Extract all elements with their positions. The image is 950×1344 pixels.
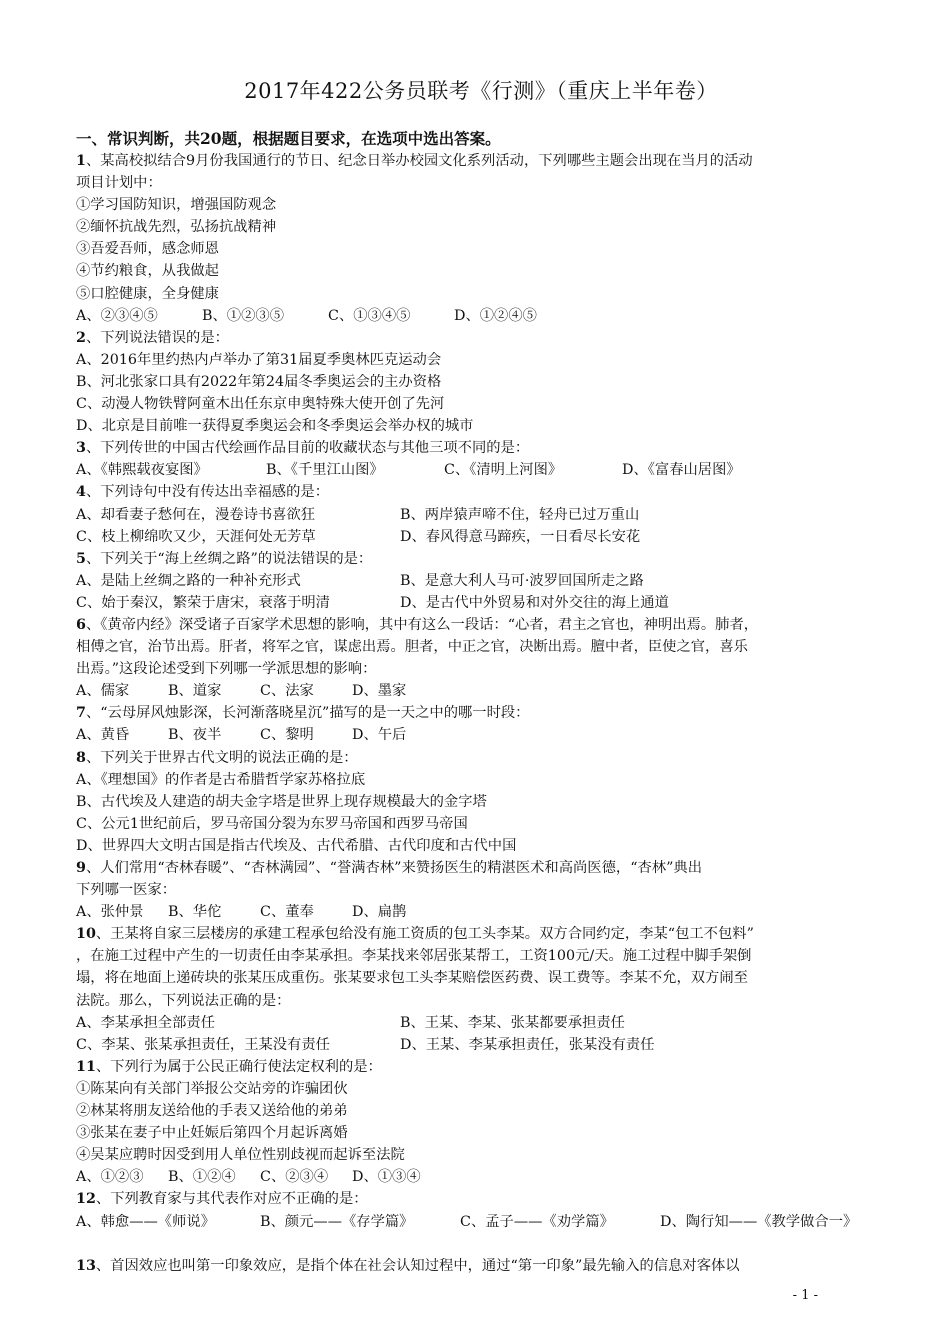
option-row xyxy=(76,570,886,592)
option-row xyxy=(76,504,886,526)
statement-item: ②林某将朋友送给他的手表又送给他的弟弟 xyxy=(76,1103,348,1120)
question-stem-line xyxy=(76,747,886,769)
option-choice: A、黄昏 xyxy=(76,727,130,744)
question-stem-line xyxy=(76,437,886,459)
option-choice: B、①②③⑤ xyxy=(202,307,284,324)
option-choice: A、《理想国》的作者是古希腊哲学家苏格拉底 xyxy=(76,771,366,788)
question-stem-line xyxy=(76,945,886,967)
option-row xyxy=(76,835,886,857)
option-choice: B、①②④ xyxy=(168,1169,236,1186)
option-row xyxy=(76,526,886,548)
option-choice: D、北京是目前唯一获得夏季奥运会和冬季奥运会举办权的城市 xyxy=(76,418,474,435)
option-choice: B、河北张家口具有2022年第24届冬季奥运会的主办资格 xyxy=(76,373,442,390)
question-number: 13 xyxy=(76,1257,96,1274)
option-choice: A、张仲景 xyxy=(76,904,144,921)
statement-item: ④节约粮食，从我做起 xyxy=(76,263,219,280)
section-heading: 一、常识判断，共20题，根据题目要求，在选项中选出答案。 xyxy=(76,129,501,148)
question-text: 法院。那么，下列说法正确的是： xyxy=(76,992,291,1009)
option-choice: C、动漫人物铁臂阿童木出任东京申奥特殊大使开创了先河 xyxy=(76,396,445,413)
question-stem-line xyxy=(76,702,886,724)
option-choice: B、颜元——《存学篇》 xyxy=(260,1213,414,1230)
option-row xyxy=(76,592,886,614)
question-number: 11 xyxy=(76,1058,96,1075)
option-choice: C、法家 xyxy=(260,683,314,700)
question-stem-line xyxy=(76,150,886,172)
question-number: 4 xyxy=(76,484,86,501)
statement-item: ②缅怀抗战先烈，弘扬抗战精神 xyxy=(76,219,277,236)
option-choice: C、孟子——《劝学篇》 xyxy=(460,1213,614,1230)
option-choice: D、午后 xyxy=(352,727,407,744)
option-row xyxy=(76,901,886,923)
option-row xyxy=(76,305,886,327)
option-row xyxy=(76,1166,886,1188)
question-text: 、下列关于“海上丝绸之路”的说法错误的是： xyxy=(85,550,373,567)
option-row xyxy=(76,415,886,437)
option-row xyxy=(76,371,886,393)
option-choice: B、华佗 xyxy=(168,904,222,921)
option-choice: C、①③④⑤ xyxy=(328,307,411,324)
option-choice: C、始于秦汉，繁荣于唐宋，衰落于明清 xyxy=(76,594,330,611)
statement-item: ①学习国防知识，增强国防观念 xyxy=(76,197,277,214)
option-row xyxy=(76,459,886,481)
option-choice: A、李某承担全部责任 xyxy=(76,1014,215,1031)
statement-item: ④吴某应聘时因受到用人单位性别歧视而起诉至法院 xyxy=(76,1147,405,1164)
page xyxy=(76,76,886,1277)
option-choice: A、②③④⑤ xyxy=(76,307,158,324)
option-row xyxy=(76,1211,886,1233)
question-text: 出焉。”这段论述受到下列哪一学派思想的影响： xyxy=(76,661,377,678)
question-stem-line xyxy=(76,636,886,658)
option-choice: B、《千里江山图》 xyxy=(266,462,384,479)
option-choice: A、①②③ xyxy=(76,1169,144,1186)
question-stem-line xyxy=(76,658,886,680)
question-text: 项目计划中： xyxy=(76,175,162,192)
option-row xyxy=(76,393,886,415)
question-stem-line xyxy=(76,967,886,989)
option-choice: B、古代埃及人建造的胡夫金字塔是世界上现存规模最大的金字塔 xyxy=(76,793,487,810)
question-number: 7 xyxy=(76,705,86,722)
question-text: 、下列教育家与其代表作对应不正确的是： xyxy=(95,1191,368,1208)
option-choice: D、①②④⑤ xyxy=(454,307,537,324)
question-text: 、首因效应也叫第一印象效应，是指个体在社会认知过程中，通过“第一印象”最先输入的信息对客体以 xyxy=(95,1257,740,1274)
option-choice: A、韩愈——《师说》 xyxy=(76,1213,215,1230)
question-stem-line xyxy=(76,923,886,945)
question-text: 、下列关于世界古代文明的说法正确的是： xyxy=(85,749,358,766)
option-row xyxy=(76,724,886,746)
statement-item: ①陈某向有关部门举报公交站旁的诈骗团伙 xyxy=(76,1080,348,1097)
question-number: 6 xyxy=(76,616,86,633)
statement-item: ③吾爱吾师，感念师恩 xyxy=(76,241,219,258)
question-text: ，在施工过程中产生的一切责任由李某承担。李某找来邻居张某帮工，工资100元/天。施工过程中脚手架倒 xyxy=(76,948,752,965)
question-stem-line xyxy=(76,481,886,503)
question-stem-line xyxy=(76,857,886,879)
question-text: 、下列说法错误的是： xyxy=(85,329,229,346)
option-row xyxy=(76,680,886,702)
question-text: 、《黄帝内经》深受诸子百家学术思想的影响，其中有这么一段话：“心者，君主之官也，神明出焉。肺者， xyxy=(85,616,759,633)
option-choice: D、墨家 xyxy=(352,683,407,700)
question-number: 1 xyxy=(76,153,86,169)
question-number: 8 xyxy=(76,749,86,766)
option-choice: C、黎明 xyxy=(260,727,314,744)
option-choice: C、②③④ xyxy=(260,1169,329,1186)
question-text: 塌，将在地面上递砖块的张某压成重伤。张某要求包工头李某赔偿医药费、误工费等。李某不允，双方闹至 xyxy=(76,970,748,987)
option-choice: D、是古代中外贸易和对外交往的海上通道 xyxy=(400,594,669,611)
question-stem-line xyxy=(76,548,886,570)
option-choice: D、①③④ xyxy=(352,1169,421,1186)
option-choice: B、两岸猿声啼不住，轻舟已过万重山 xyxy=(400,506,640,523)
question-text: 、王某将自家三层楼房的承建工程承包给没有施工资质的包工头李某。双方合同约定，李某“包工不包料” xyxy=(95,926,754,943)
question-text: 、下列行为属于公民正确行使法定权利的是： xyxy=(95,1058,382,1075)
option-row xyxy=(76,1034,886,1056)
statement-item: ⑤口腔健康，全身健康 xyxy=(76,285,219,302)
option-choice: C、董奉 xyxy=(260,904,314,921)
option-row xyxy=(76,813,886,835)
question-text: 、下列传世的中国古代绘画作品目前的收藏状态与其他三项不同的是： xyxy=(85,440,530,457)
option-row xyxy=(76,769,886,791)
option-choice: A、《韩熙载夜宴图》 xyxy=(76,462,208,479)
option-choice: D、世界四大文明古国是指古代埃及、古代希腊、古代印度和古代中国 xyxy=(76,837,517,854)
option-row xyxy=(76,349,886,371)
question-stem-line xyxy=(76,327,886,349)
page-title: 2017年422公务员联考《行测》（重庆上半年卷） xyxy=(244,79,718,103)
question-text: 相傅之官，治节出焉。肝者，将军之官，谋虑出焉。胆者，中正之官，决断出焉。膻中者，臣使之官，喜乐 xyxy=(76,639,748,656)
question-stem-line xyxy=(76,1056,886,1078)
question-stem-line xyxy=(76,1255,886,1277)
option-choice: B、王某、李某、张某都要承担责任 xyxy=(400,1014,625,1031)
option-choice: A、2016年里约热内卢举办了第31届夏季奥林匹克运动会 xyxy=(76,351,442,368)
question-text: 、某高校拟结合9月份我国通行的节日、纪念日举办校园文化系列活动，下列哪些主题会出现在当月的活动 xyxy=(85,153,753,169)
question-number: 9 xyxy=(76,860,86,876)
option-choice: D、扁鹊 xyxy=(352,904,407,921)
option-choice: B、是意大利人马可·波罗回国所走之路 xyxy=(400,572,644,589)
option-choice: D、王某、李某承担责任，张某没有责任 xyxy=(400,1036,655,1053)
question-number: 5 xyxy=(76,550,86,567)
question-text: 下列哪一医家： xyxy=(76,882,177,899)
option-choice: C、李某、张某承担责任，王某没有责任 xyxy=(76,1036,330,1053)
question-stem-line xyxy=(76,172,886,194)
question-stem-line xyxy=(76,879,886,901)
option-row xyxy=(76,1012,886,1034)
option-choice: B、道家 xyxy=(168,683,222,700)
question-stem-line xyxy=(76,1188,886,1210)
option-choice: A、儒家 xyxy=(76,683,130,700)
question-stem-line xyxy=(76,990,886,1012)
option-choice: A、却看妻子愁何在，漫卷诗书喜欲狂 xyxy=(76,506,316,523)
page-number: - 1 - xyxy=(792,1288,818,1303)
statement-item: ③张某在妻子中止妊娠后第四个月起诉离婚 xyxy=(76,1125,348,1142)
option-choice: A、是陆上丝绸之路的一种补充形式 xyxy=(76,572,301,589)
question-text: 、下列诗句中没有传达出幸福感的是： xyxy=(85,484,329,501)
spacer xyxy=(76,1233,886,1255)
option-choice: C、枝上柳绵吹又少，天涯何处无芳草 xyxy=(76,528,316,545)
option-choice: D、《富春山居图》 xyxy=(622,462,741,479)
question-number: 3 xyxy=(76,440,86,457)
question-text: 、“云母屏风烛影深，长河渐落晓星沉”描写的是一天之中的哪一时段： xyxy=(85,705,530,722)
question-number: 2 xyxy=(76,329,86,346)
question-text: 、人们常用“杏林春暖”、“杏林满园”、“誉满杏林”来赞扬医生的精湛医术和高尚医德，“杏林”典出 xyxy=(85,860,702,876)
option-choice: C、《清明上河图》 xyxy=(444,462,563,479)
option-choice: B、夜半 xyxy=(168,727,222,744)
option-choice: D、陶行知——《教学做合一》 xyxy=(660,1213,858,1230)
question-list xyxy=(76,150,886,1277)
question-number: 10 xyxy=(76,926,96,943)
question-number: 12 xyxy=(76,1191,96,1208)
option-choice: C、公元1世纪前后，罗马帝国分裂为东罗马帝国和西罗马帝国 xyxy=(76,815,468,832)
option-choice: D、春风得意马蹄疾，一日看尽长安花 xyxy=(400,528,641,545)
option-row xyxy=(76,791,886,813)
question-stem-line xyxy=(76,614,886,636)
